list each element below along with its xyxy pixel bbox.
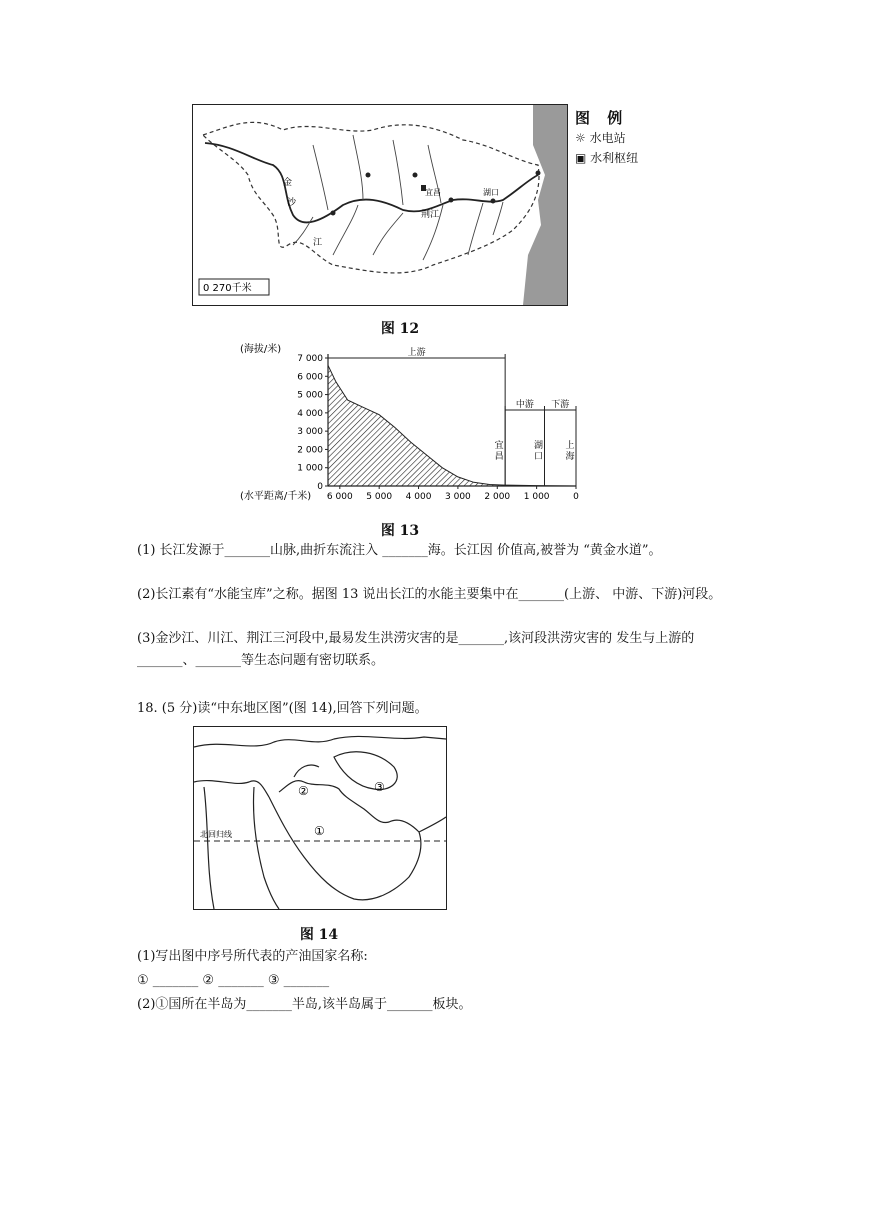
legend-title: 图 例 bbox=[575, 109, 629, 127]
map-label-yichang: 宜昌 bbox=[425, 188, 441, 197]
x-tick-label: 2 000 bbox=[484, 492, 511, 502]
map-label-jin: 金 bbox=[283, 178, 293, 188]
figure14-caption: 图 14 bbox=[299, 927, 339, 943]
yangtze-map-drawing bbox=[193, 105, 567, 305]
y-tick-label: 4 000 bbox=[297, 408, 323, 419]
place-label: 昌 bbox=[494, 452, 504, 462]
segment-label: 下游 bbox=[551, 400, 570, 410]
tributaries bbox=[293, 135, 503, 260]
question18-title: 18. (5 分)读“中东地区图”(图 14),回答下列问题。 bbox=[137, 701, 428, 716]
scale-label: 0 270千米 bbox=[203, 283, 252, 294]
question18-blanks: ① _______ ② _______ ③ _______ bbox=[137, 973, 330, 988]
yangtze-basin-map bbox=[192, 104, 568, 306]
middle-east-drawing bbox=[194, 727, 446, 909]
map-label-jingjiang: 荆江 bbox=[421, 210, 440, 220]
question17-part3: (3)金沙江、川江、荆江三河段中,最易发生洪涝灾害的是_______,该河段洪涝灾害的 发生与上游的_______、_______等生态问题有密切联系。 bbox=[137, 631, 695, 668]
map-label-jiang: 江 bbox=[313, 238, 323, 248]
middle-east-map bbox=[193, 726, 447, 910]
segment-label: 上游 bbox=[407, 348, 426, 358]
y-tick-label: 3 000 bbox=[297, 427, 323, 438]
x-tick-label: 0 bbox=[573, 492, 579, 502]
y-tick-label: 5 000 bbox=[297, 390, 323, 401]
y-tick-label: 1 000 bbox=[297, 463, 323, 474]
yangtze-main-stream bbox=[205, 143, 538, 222]
legend-item-hydropower bbox=[575, 128, 638, 148]
legend-label-hydropower: 水电站 bbox=[589, 131, 626, 145]
place-label: 宜 bbox=[494, 441, 504, 451]
water-conservancy-hub-icon: ▣ bbox=[575, 151, 587, 165]
place-label: 海 bbox=[565, 452, 575, 462]
legend-item-hub bbox=[575, 148, 638, 168]
question18-sub1: (1)写出图中序号所代表的产油国家名称: bbox=[137, 949, 368, 964]
x-tick-label: 6 000 bbox=[326, 492, 353, 502]
segment-label: 中游 bbox=[515, 400, 534, 410]
east-china-sea bbox=[523, 105, 567, 305]
x-tick-label: 4 000 bbox=[405, 492, 432, 502]
place-label: 湖 bbox=[534, 441, 544, 451]
x-tick-label: 3 000 bbox=[445, 492, 471, 502]
y-tick-label: 2 000 bbox=[297, 445, 323, 456]
coastlines bbox=[194, 736, 446, 909]
figure12-caption: 图 12 bbox=[380, 321, 420, 337]
x-axis-label: (水平距离/千米) bbox=[240, 491, 312, 502]
map-marker-1: ① bbox=[314, 824, 325, 838]
map-marker-3: ③ bbox=[374, 780, 385, 794]
question17-part2: (2)长江素有“水能宝库”之称。据图 13 说出长江的水能主要集中在_______(上游、 中游、下游)河段。 bbox=[137, 587, 722, 602]
map-legend bbox=[575, 108, 638, 168]
place-label: 上 bbox=[565, 441, 575, 451]
figure13-caption: 图 13 bbox=[380, 523, 420, 539]
x-tick-label: 1 000 bbox=[523, 492, 550, 502]
y-axis-label: (海拔/米) bbox=[240, 344, 282, 355]
legend-label-hub: 水利枢纽 bbox=[590, 151, 639, 165]
y-tick-label: 0 bbox=[317, 482, 323, 492]
x-tick-label: 5 000 bbox=[366, 492, 393, 502]
map-label-sha: 沙 bbox=[287, 198, 297, 208]
y-tick-label: 6 000 bbox=[297, 372, 323, 383]
question17-part1: (1) 长江发源于_______山脉,曲折东流注入 _______海。长江因 价值高,被誉为 “黄金水道”。 bbox=[137, 543, 662, 558]
profile-svg bbox=[236, 340, 596, 510]
y-tick-label: 7 000 bbox=[297, 354, 323, 364]
tropic-label: 北回归线 bbox=[200, 830, 232, 839]
place-label: 口 bbox=[534, 452, 544, 462]
hydropower-station-icon: ☼ bbox=[575, 131, 586, 145]
question18-sub2: (2)①国所在半岛为_______半岛,该半岛属于_______板块。 bbox=[137, 997, 472, 1012]
basin-boundary bbox=[203, 122, 539, 273]
profile-area bbox=[328, 365, 576, 486]
map-label-hukou: 湖口 bbox=[483, 188, 499, 197]
map-marker-2: ② bbox=[298, 784, 309, 798]
yangtze-profile-chart bbox=[236, 340, 596, 510]
